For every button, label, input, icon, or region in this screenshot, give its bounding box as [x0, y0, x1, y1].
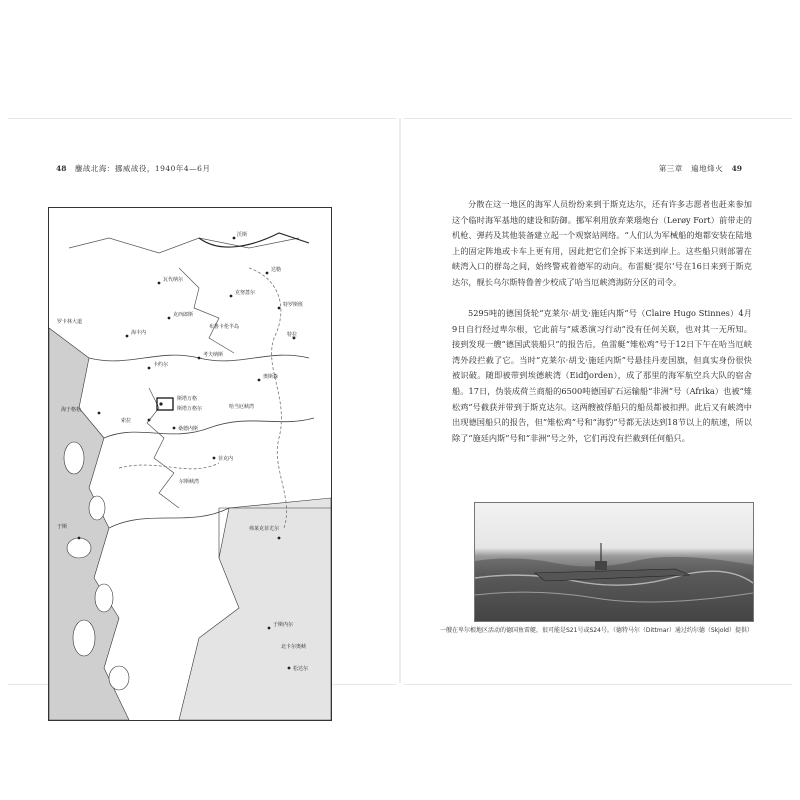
right-chapter-label: 第三章 [658, 164, 683, 173]
svg-text:斯塔万格尔: 斯塔万格尔 [177, 406, 203, 412]
svg-text:卡约尔: 卡约尔 [153, 362, 169, 368]
svg-text:瓦代纳尔: 瓦代纳尔 [163, 277, 184, 283]
photo-caption: 一艘在卑尔根地区活动的德国鱼雷艇，很可能是S21号或S24号。（德特马尔（Dittmar）通过约尔德（Skjold）提供） [440, 627, 753, 634]
svg-text:桑德内斯: 桑德内斯 [178, 426, 199, 432]
left-running-head [50, 163, 210, 174]
svg-text:斯塔万格: 斯塔万格 [177, 396, 198, 402]
right-running-title: 遍地烽火 [691, 164, 724, 173]
svg-text:克西郎斯: 克西郎斯 [173, 312, 194, 318]
svg-text:于斯内尔: 于斯内尔 [273, 622, 294, 628]
svg-text:尔斯峡湾: 尔斯峡湾 [179, 479, 200, 485]
right-page [404, 118, 792, 685]
book-gutter [399, 118, 401, 683]
svg-text:布鲁卡伦半岛: 布鲁卡伦半岛 [209, 324, 240, 330]
svg-text:索拉: 索拉 [121, 418, 132, 424]
svg-text:海于格松: 海于格松 [61, 407, 82, 413]
right-page-number: 49 [731, 164, 742, 173]
svg-text:罗卡林大道: 罗卡林大道 [57, 319, 83, 325]
svg-text:菲克内: 菲克内 [218, 456, 234, 462]
left-page [8, 118, 396, 685]
svg-text:沃斯: 沃斯 [237, 232, 248, 238]
svg-text:于斯: 于斯 [57, 524, 68, 530]
svg-text:特拉: 特拉 [287, 332, 298, 338]
svg-text:北卡尔奥峡: 北卡尔奥峡 [281, 644, 307, 650]
boat-photo-graphic [475, 503, 753, 621]
svg-text:特罗斯班: 特罗斯班 [283, 302, 304, 308]
torpedo-boat-photo [474, 502, 754, 622]
svg-text:克努蔷尔: 克努蔷尔 [235, 290, 256, 296]
svg-text:弗莱克菲尤尔: 弗莱克菲尤尔 [249, 526, 280, 532]
svg-text:奥斯森: 奥斯森 [263, 374, 279, 380]
left-running-title: 鏖战北海：挪威战役，1940年4—6月 [74, 164, 211, 173]
body-paragraph-1: 分散在这一地区的海军人员纷纷来到于斯克达尔，还有许多志愿者也赶来参加这个临时海军基地的建设和防御。挪军利用放弃莱瑙炮台（Lerøy Fort）前带走的机枪、弹药及其他装备建立起一个观察站网络。“人们认为军械船的炮都安装在陆地上的固定阵地或卡车上更有用，因此把它们全拆下来送到岸上。这些船只则部署在峡湾入口的群岛之间，始终警戒着德军的动向。布雷艇‘提尔’号在16日来到于斯克达尔，舰长乌尔斯特鲁普少校成了哈当厄峡湾海防分区的司令。 [452, 199, 752, 287]
left-page-number: 48 [56, 164, 67, 173]
norway-coast-map [48, 207, 332, 721]
svg-text:达勒: 达勒 [271, 267, 282, 273]
svg-text:考夫纳斯: 考夫纳斯 [203, 352, 224, 358]
svg-text:哈当厄峡湾: 哈当厄峡湾 [229, 404, 255, 410]
svg-text:松达尔: 松达尔 [293, 666, 309, 672]
svg-text:海丰内: 海丰内 [131, 330, 147, 336]
right-running-head [659, 163, 748, 174]
body-paragraph-2: 5295吨的德国货轮“克莱尔·胡戈·施廷内斯”号（Claire Hugo Stinnes）4月9日自行经过卑尔根，它此前与“威悉演习行动”没有任何关联，也对其一无所知。接到发现一艘“德国武装船只”的报告后，鱼雷艇“雉松鸡”号于12日下午在哈当厄峡湾外段拦截了它。当时“克莱尔·胡戈·施廷内斯”号悬挂丹麦国旗，但真实身份很快被识破。随即被带到埃德峡湾（Eidfjorden），成了那里的海军航空兵大队的宿舍船。17日，伪装成荷兰商船的6500吨德国矿石运输船“非洲”号（Afrika）也被“雉松鸡”号截获并带到于斯克达尔。这两艘被俘船只的船员都被扣押。此后又有峡湾中出现德国船只的报告，但“雉松鸡”号和“海豹”号都无法达到18节以上的航速，所以除了“施廷内斯”号和“非洲”号之外，它们再没有拦截到任何船只。 [452, 308, 752, 443]
map-graphic [49, 208, 331, 720]
